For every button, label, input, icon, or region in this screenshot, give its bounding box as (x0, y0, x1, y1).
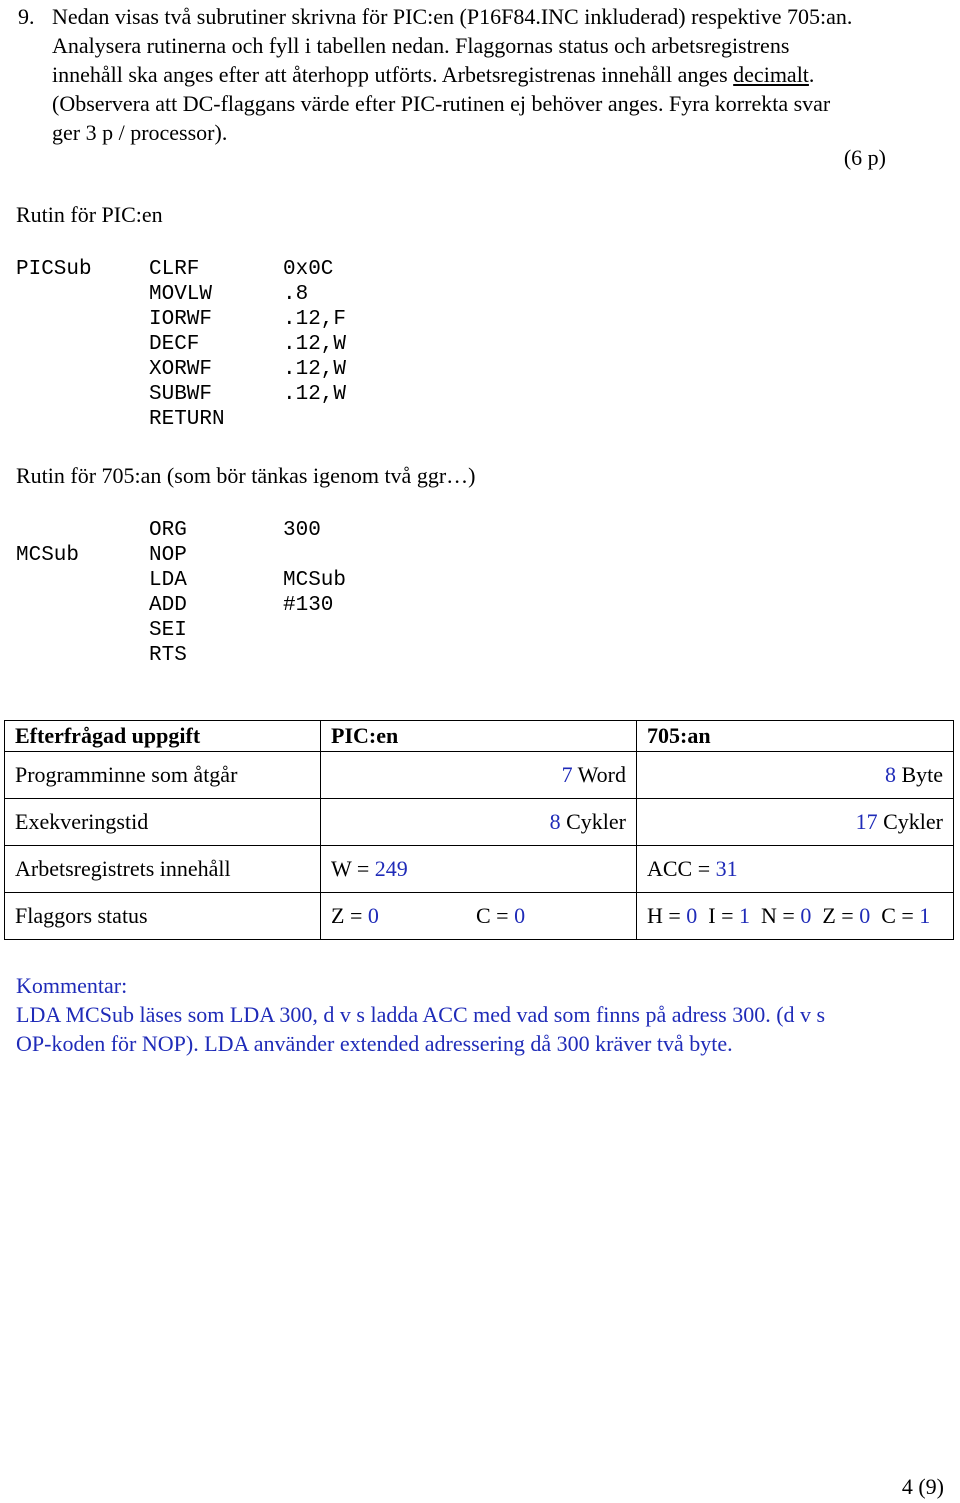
code-arg: .12,F (283, 308, 347, 331)
flag-item (881, 903, 930, 928)
pic-routine-heading: Rutin för PIC:en (16, 202, 163, 227)
comment-title: Kommentar: (16, 973, 128, 998)
comment-line: OP-koden för NOP). LDA använder extended adressering då 300 kräver två byte. (16, 1031, 733, 1056)
code-arg: #130 (283, 594, 334, 617)
code-op: DECF (149, 333, 200, 356)
pic-program-memory-cell (321, 752, 637, 799)
code-op: MOVLW (149, 283, 213, 306)
row-label: Exekveringstid (5, 799, 321, 846)
row-label: Arbetsregistrets innehåll (5, 846, 321, 893)
answer-table (4, 720, 954, 940)
mc-exec-time-cell (637, 799, 954, 846)
unit-text: Byte (895, 762, 943, 787)
code-op: RETURN (149, 408, 225, 431)
code-op: NOP (149, 544, 187, 567)
pic-exec-time-cell (321, 799, 637, 846)
code-arg: MCSub (283, 569, 347, 592)
question-line (52, 60, 932, 89)
flag-value: 0 (367, 903, 379, 928)
answer-value: 249 (374, 856, 408, 881)
unit-text: Word (572, 762, 626, 787)
question-points: (6 p) (843, 145, 886, 170)
question-number: 9. (18, 4, 35, 29)
flag-value: 0 (514, 903, 526, 928)
comment-block (16, 971, 946, 1058)
answer-value: 8 (884, 762, 896, 787)
answer-value: 17 (855, 809, 878, 834)
underlined-word: decimalt (733, 62, 809, 87)
register-prefix: ACC = (647, 856, 716, 881)
page-number: 4 (9) (901, 1474, 944, 1499)
comment-line: LDA MCSub läses som LDA 300, d v s ladda ACC med vad som finns på adress 300. (d v s (16, 1002, 826, 1027)
flag-name: I = (708, 903, 740, 928)
header-cell-task: Efterfrågad uppgift (5, 721, 321, 752)
flag-item (476, 903, 525, 928)
flag-name: C = (476, 903, 515, 928)
question-line-part: innehåll ska anges efter att återhopp utförts. Arbetsregistrenas innehåll anges (52, 62, 734, 87)
code-arg: .8 (283, 283, 309, 306)
table-header-row (5, 721, 954, 752)
code-label: MCSub (16, 544, 80, 567)
table-row-program-memory (5, 752, 954, 799)
flag-value: 0 (800, 903, 812, 928)
code-arg: 300 (283, 519, 321, 542)
answer-value: 31 (715, 856, 738, 881)
flag-value: 1 (739, 903, 751, 928)
code-op: LDA (149, 569, 187, 592)
code-arg: .12,W (283, 383, 347, 406)
question-line: Nedan visas två subrutiner skrivna för PIC:en (P16F84.INC inkluderad) respektive 705:an. (52, 4, 853, 29)
code-op: SUBWF (149, 383, 213, 406)
code-op: IORWF (149, 308, 213, 331)
unit-text: Cykler (877, 809, 943, 834)
table-row-flags (5, 893, 954, 940)
mc-program-memory-cell (637, 752, 954, 799)
flag-name: Z = (822, 903, 860, 928)
question-line-part: . (808, 62, 815, 87)
flag-item (647, 903, 697, 928)
code-op: SEI (149, 619, 187, 642)
pic-work-register-cell (321, 846, 637, 893)
code-arg: 0x0C (283, 258, 334, 281)
code-op: ORG (149, 519, 187, 542)
question-line: Analysera rutinerna och fyll i tabellen nedan. Flaggornas status och arbetsregistrens (52, 33, 790, 58)
row-label: Programminne som åtgår (5, 752, 321, 799)
answer-value: 8 (549, 809, 561, 834)
code-op: ADD (149, 594, 187, 617)
flag-item (331, 903, 476, 929)
code-arg: .12,W (283, 333, 347, 356)
question-text (52, 2, 932, 147)
flag-name: H = (647, 903, 687, 928)
code-op: XORWF (149, 358, 213, 381)
flag-value: 0 (686, 903, 698, 928)
flag-item (708, 903, 750, 928)
flag-name: C = (881, 903, 920, 928)
flag-item (822, 903, 870, 928)
register-prefix: W = (331, 856, 375, 881)
flag-value: 1 (919, 903, 931, 928)
mc-routine-heading: Rutin för 705:an (som bör tänkas igenom två ggr…) (16, 463, 476, 488)
mc-work-register-cell (637, 846, 954, 893)
flag-value: 0 (859, 903, 871, 928)
code-arg: .12,W (283, 358, 347, 381)
flag-name: Z = (331, 903, 368, 928)
flag-item (761, 903, 811, 928)
pic-flags-cell (321, 893, 637, 940)
code-op: CLRF (149, 258, 200, 281)
table-row-work-register (5, 846, 954, 893)
code-op: RTS (149, 644, 187, 667)
row-label: Flaggors status (5, 893, 321, 940)
question-line: (Observera att DC-flaggans värde efter PIC-rutinen ej behöver anges. Fyra korrekta svar (52, 91, 831, 116)
question-line: ger 3 p / processor). (52, 120, 228, 145)
code-label: PICSub (16, 258, 92, 281)
table-row-exec-time (5, 799, 954, 846)
header-cell-pic: PIC:en (321, 721, 637, 752)
mc-flags-cell (637, 893, 954, 940)
answer-value: 7 (561, 762, 573, 787)
unit-text: Cykler (560, 809, 626, 834)
flag-name: N = (761, 903, 801, 928)
header-cell-705: 705:an (637, 721, 954, 752)
